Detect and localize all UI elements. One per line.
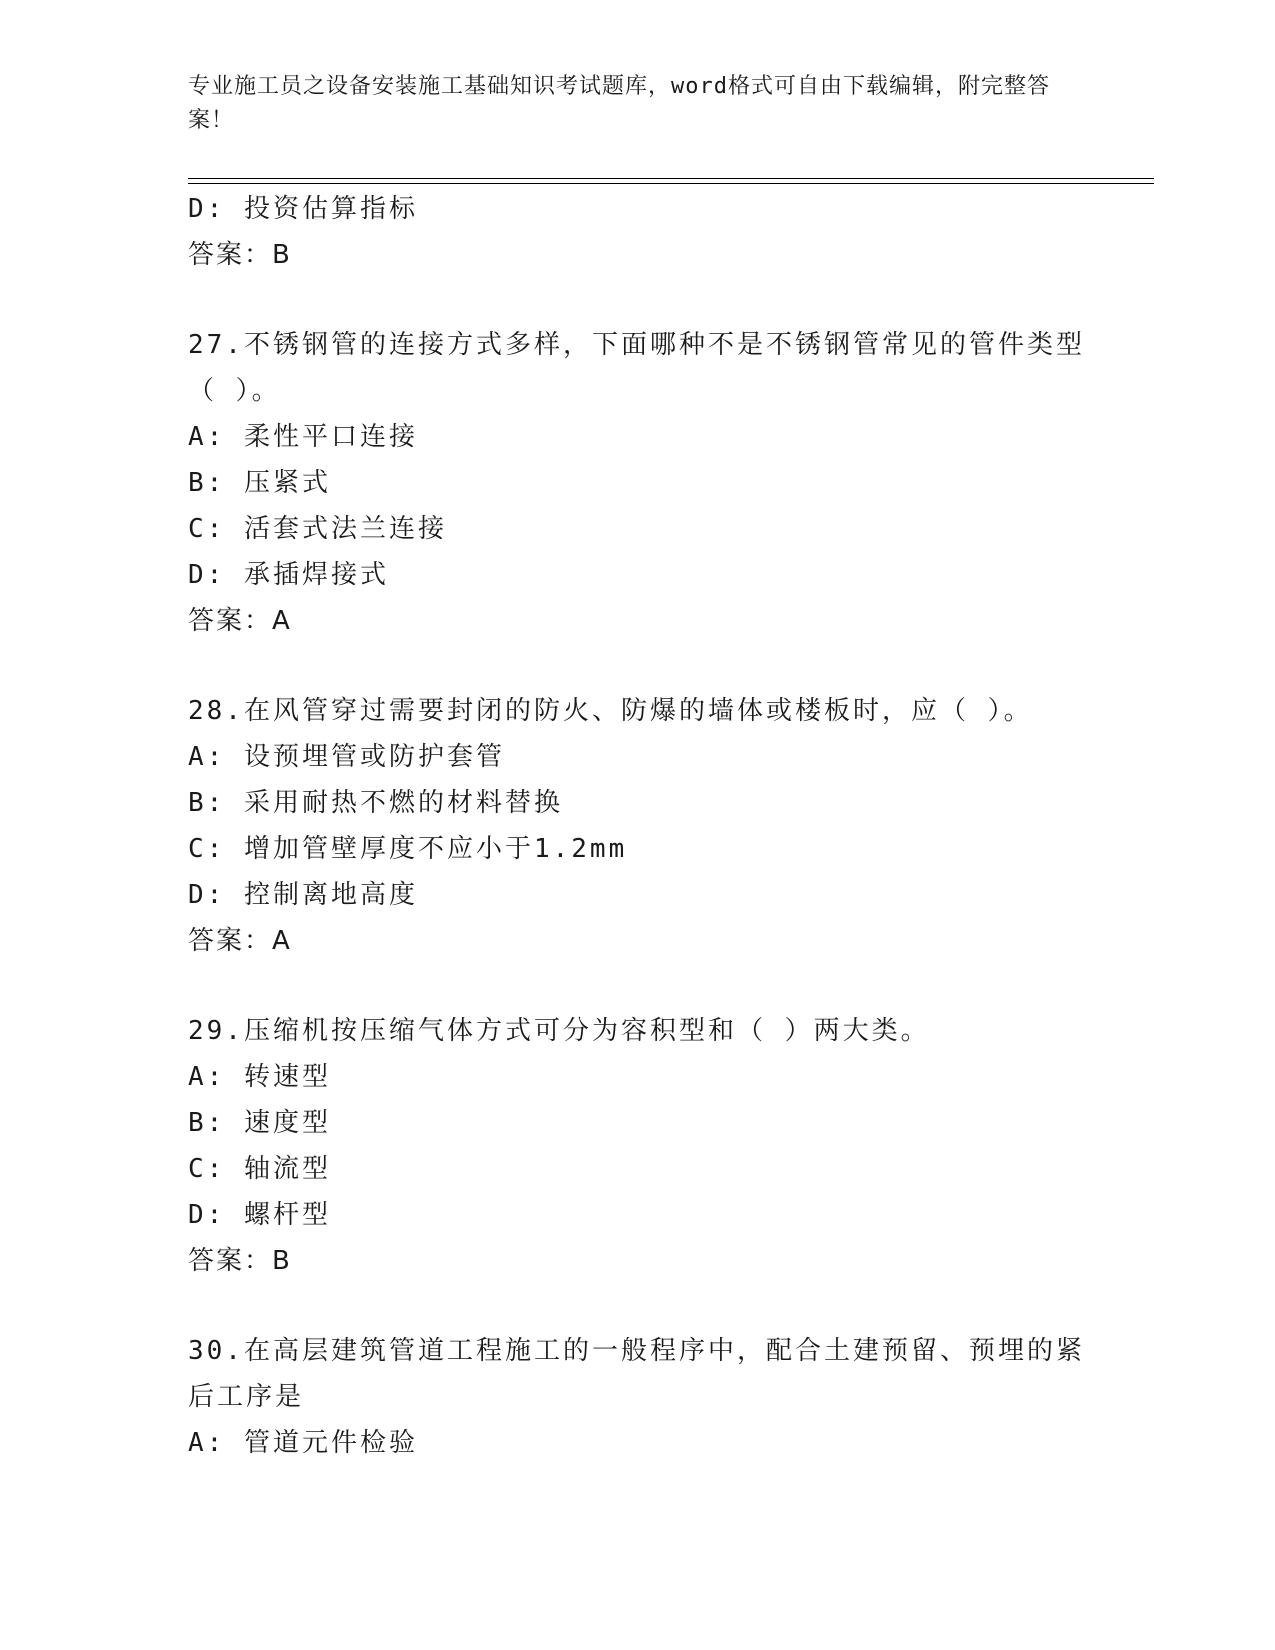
option-a: A: 管道元件检验 <box>188 1428 418 1458</box>
option-a: A: 转速型 <box>188 1062 331 1092</box>
header-text: 专业施工员之设备安装施工基础知识考试题库，word格式可自由下载编辑，附完整答案！ <box>188 74 1050 133</box>
option-d: D: 螺杆型 <box>188 1200 331 1230</box>
spacer <box>188 278 1088 322</box>
spacer <box>188 964 1088 1008</box>
document-header <box>188 70 1068 138</box>
header-divider-top <box>188 178 1154 179</box>
option-c: C: 轴流型 <box>188 1154 331 1184</box>
question-27 <box>188 322 1088 644</box>
answer: 答案：A <box>188 606 292 636</box>
option-d: D: 承插焊接式 <box>188 560 389 590</box>
prev-option-d: D: 投资估算指标 <box>188 194 418 224</box>
option-d: D: 控制离地高度 <box>188 880 418 910</box>
option-b: B: 速度型 <box>188 1108 331 1138</box>
option-c: C: 活套式法兰连接 <box>188 514 447 544</box>
question-28 <box>188 688 1088 964</box>
question-30 <box>188 1328 1088 1466</box>
prev-answer: 答案：B <box>188 240 292 270</box>
question-stem: 30.在高层建筑管道工程施工的一般程序中，配合土建预留、预埋的紧后工序是 <box>188 1336 1085 1412</box>
question-stem: 29.压缩机按压缩气体方式可分为容积型和（ ）两大类。 <box>188 1016 930 1046</box>
question-29 <box>188 1008 1088 1284</box>
question-stem: 28.在风管穿过需要封闭的防火、防爆的墙体或楼板时，应（ ）。 <box>188 696 1033 726</box>
answer: 答案：B <box>188 1246 292 1276</box>
spacer <box>188 644 1088 688</box>
spacer <box>188 1284 1088 1328</box>
option-a: A: 设预埋管或防护套管 <box>188 742 505 772</box>
header-divider-bottom <box>188 183 1154 184</box>
question-stem: 27.不锈钢管的连接方式多样，下面哪种不是不锈钢管常见的管件类型（ ）。 <box>188 330 1085 406</box>
option-c: C: 增加管壁厚度不应小于1.2mm <box>188 834 628 864</box>
option-a: A: 柔性平口连接 <box>188 422 418 452</box>
option-b: B: 压紧式 <box>188 468 331 498</box>
answer: 答案：A <box>188 926 292 956</box>
question-content <box>188 186 1088 1466</box>
option-b: B: 采用耐热不燃的材料替换 <box>188 788 563 818</box>
